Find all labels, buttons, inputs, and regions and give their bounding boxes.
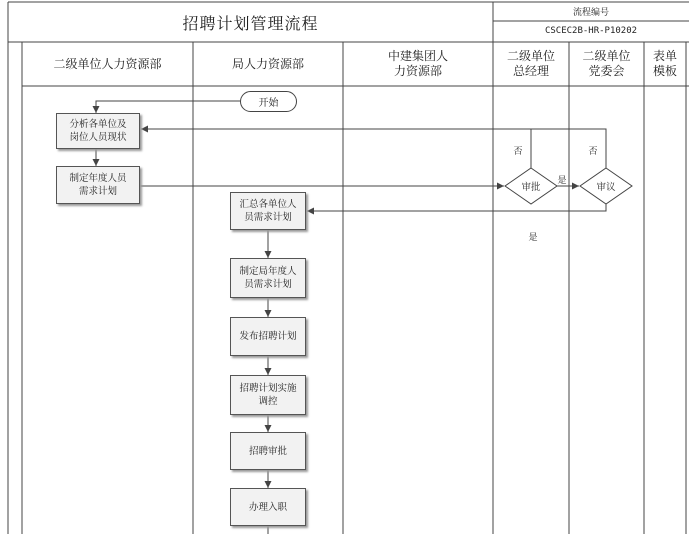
deliberate-yes-label: 是 [528, 232, 538, 243]
lane-header-hr-group: 中建集团人 力资源部 [387, 49, 448, 78]
edge-approve-no [141, 129, 531, 168]
onboarding-node: 办理入职 [230, 488, 306, 526]
lane-header-hr-sub: 二级单位人力资源部 [53, 56, 162, 71]
approve-yes-label: 是 [557, 175, 567, 186]
start-node: 开始 [240, 91, 297, 112]
summarize-plans-node: 汇总各单位人 员需求计划 [230, 192, 306, 230]
lane-header-gm: 二级单位 总经理 [506, 49, 555, 78]
approve-no-label: 否 [513, 146, 523, 157]
implement-plan-node: 招聘计划实施 调控 [230, 375, 306, 415]
lane-header-forms: 表单 模板 [652, 49, 677, 78]
lane-header-hr-bureau: 局人力资源部 [231, 56, 304, 71]
approve-decision-label: 审批 [521, 182, 541, 193]
bureau-plan-node: 制定局年度人 员需求计划 [230, 258, 306, 298]
process-code-label: 流程编号 [572, 7, 609, 18]
page-title: 招聘计划管理流程 [182, 13, 319, 33]
publish-plan-node: 发布招聘计划 [230, 317, 306, 356]
flow-edges [96, 101, 606, 534]
edge-start-analyze [96, 101, 240, 113]
analyze-staff-node: 分析各单位及 岗位人员现状 [56, 113, 140, 149]
edge-deliberate-summarize [307, 204, 606, 211]
draft-demand-plan-node: 制定年度人员 需求计划 [56, 166, 140, 204]
process-code-value: CSCEC2B-HR-P10202 [544, 26, 638, 36]
recruit-review-node: 招聘审批 [230, 432, 306, 470]
lane-header-party: 二级单位 党委会 [582, 49, 631, 78]
deliberate-decision-label: 审议 [596, 182, 616, 193]
deliberate-no-label: 否 [588, 146, 598, 157]
